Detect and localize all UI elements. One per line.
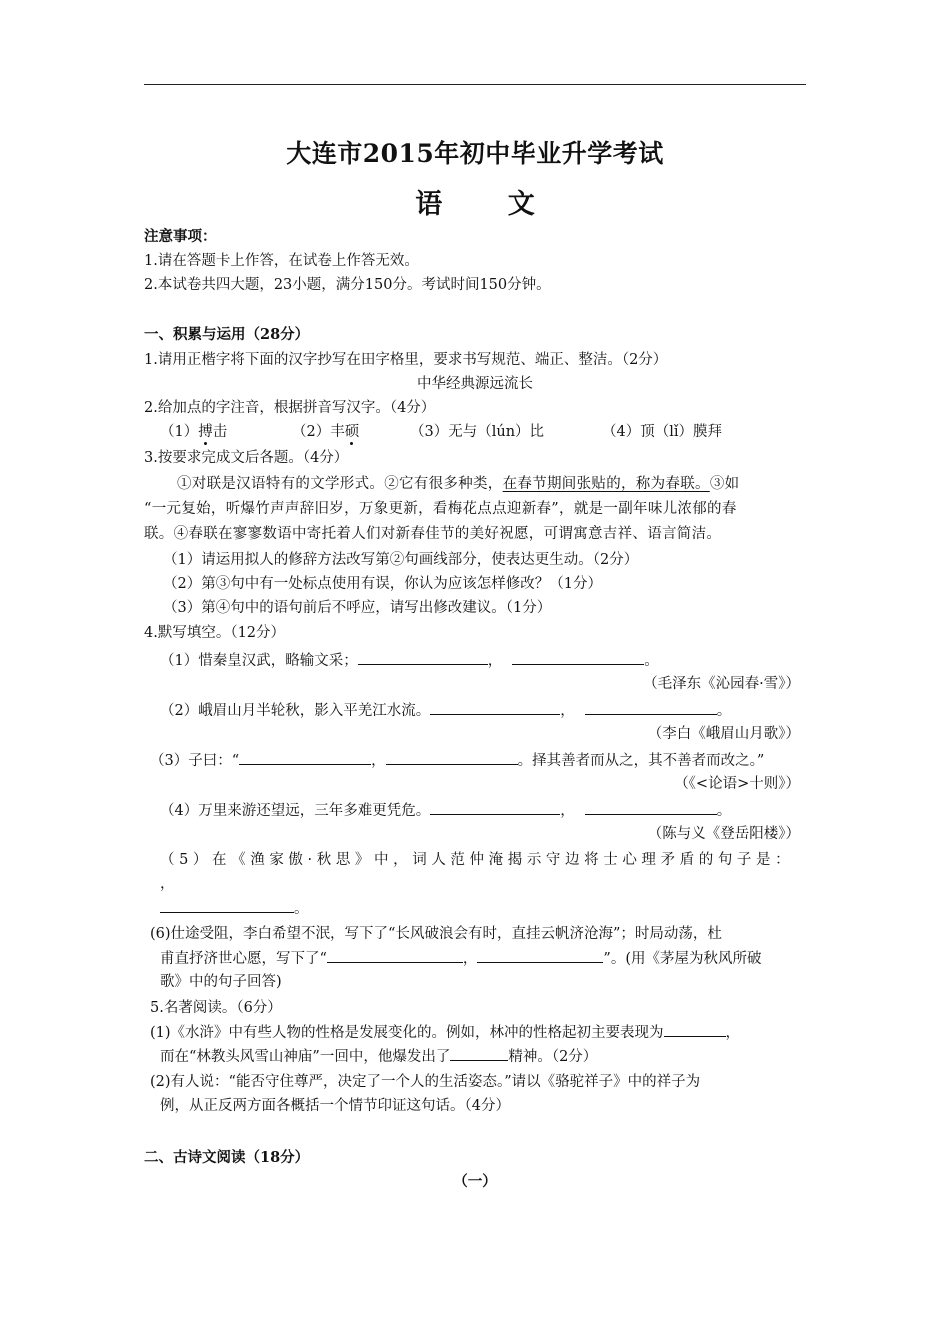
q4-source-3: （《<论语>十则》）: [674, 776, 800, 792]
dotted-char: 硕: [344, 424, 360, 440]
subject-title: 语 文: [415, 189, 563, 220]
underlined-sentence: 在春节期间张贴的，称为春联。: [502, 476, 710, 492]
notice-item-1: 1.请在答题卡上作答，在试卷上作答无效。: [144, 253, 419, 269]
q4-item-6-line-1: (6)仕途受阻，李白希望不泯，写下了“长风破浪会有时，直挂云帆济沧海”；时局动荡，杜: [150, 926, 722, 942]
q2-item-2: （2）丰硕: [292, 424, 360, 440]
answer-blank[interactable]: [358, 650, 488, 665]
q2-text: 2.给加点的字注音，根据拼音写汉字。（4分）: [144, 400, 436, 416]
q2-item-4: （4）顶（lǐ）膜拜: [602, 424, 722, 440]
answer-blank[interactable]: [239, 750, 371, 765]
q5-item-1-line-1: (1)《水浒》中有些人物的性格是发展变化的。例如，林冲的性格起初主要表现为 ，: [150, 1022, 740, 1043]
q4-item-1: （1）惜秦皇汉武，略输文采； ， 。: [160, 650, 659, 671]
q5-text: 5.名著阅读。（6分）: [150, 1000, 282, 1016]
q3-sub-2: （2）第③句中有一处标点使用有误，你认为应该怎样修改？（1分）: [163, 576, 602, 592]
q5-item-2-line-1: (2)有人说：“能否守住尊严，决定了一个人的生活姿态。”请以《骆驼祥子》中的祥子为: [150, 1074, 701, 1090]
q4-source-4: （陈与义《登岳阳楼》）: [647, 826, 800, 842]
q1-phrase: 中华经典源远流长: [417, 376, 533, 392]
section1-heading: 一、积累与运用（28分）: [144, 326, 310, 343]
q5-item-2-line-2: 例，从正反两方面各概括一个情节印证这句话。（4分）: [160, 1098, 510, 1114]
answer-blank[interactable]: [585, 700, 717, 715]
answer-blank[interactable]: [386, 750, 518, 765]
notice-item-2: 2.本试卷共四大题，23小题，满分150分。考试时间150分钟。: [144, 277, 551, 293]
section2-heading: 二、古诗文阅读（18分）: [144, 1149, 310, 1166]
q4-item-5: （5）在《渔家傲·秋思》中，词人范仲淹揭示守边将士心理矛盾的句子是：: [160, 852, 795, 868]
answer-blank[interactable]: [450, 1046, 508, 1061]
q4-item-6-line-2: 甫直抒济世心愿，写下了“ ， ”。(用《茅屋为秋风所破: [160, 948, 762, 969]
q4-item-5-blank-line: 。: [160, 898, 309, 919]
answer-blank[interactable]: [664, 1022, 726, 1037]
section2-part: （一）: [453, 1173, 497, 1190]
q2-item-3: （3）无与（lún）比: [410, 424, 545, 440]
q4-item-4: （4）万里来游还望远，三年多难更凭危。 ， 。: [160, 800, 731, 821]
answer-blank[interactable]: [585, 800, 717, 815]
q4-text: 4.默写填空。（12分）: [144, 625, 286, 641]
q1-text: 1.请用正楷字将下面的汉字抄写在田字格里，要求书写规范、端正、整洁。（2分）: [144, 352, 668, 368]
q3-passage-line-3: 联。④春联在寥寥数语中寄托着人们对新春佳节的美好祝愿，可谓寓意吉祥、语言简洁。: [144, 526, 722, 542]
q4-source-2: （李白《峨眉山月歌》）: [647, 726, 800, 742]
answer-blank[interactable]: [160, 898, 294, 913]
q3-passage-line-1: ①对联是汉语特有的文学形式。②它有很多种类，在春节期间张贴的，称为春联。③如: [177, 476, 740, 492]
q3-text: 3.按要求完成文后各题。（4分）: [144, 450, 349, 466]
q3-passage-line-2: “一元复始，听爆竹声声辞旧岁，万象更新，看梅花点点迎新春”，就是一副年味儿浓郁的春: [144, 501, 737, 517]
q4-item-3: （3）子曰：“ ， 。择其善者而从之，其不善者而改之。”: [150, 750, 764, 771]
q4-item-6-line-3: 歌》中的句子回答): [160, 974, 282, 990]
answer-blank[interactable]: [430, 800, 560, 815]
notice-heading: 注意事项：: [144, 228, 217, 245]
q4-item-5-comma: ，: [160, 876, 175, 892]
answer-blank[interactable]: [327, 948, 463, 963]
dotted-char: 搏: [198, 424, 213, 440]
answer-blank[interactable]: [430, 700, 560, 715]
header-rule: [144, 84, 806, 85]
q2-item-1: （1）搏击: [160, 424, 228, 440]
q3-sub-3: （3）第④句中的语句前后不呼应，请写出修改建议。（1分）: [163, 600, 552, 616]
q4-item-2: （2）峨眉山月半轮秋，影入平羌江水流。 ， 。: [160, 700, 731, 721]
q5-item-1-line-2: 而在“林教头风雪山神庙”一回中，他爆发出了 精神。（2分）: [160, 1046, 597, 1067]
answer-blank[interactable]: [477, 948, 603, 963]
answer-blank[interactable]: [512, 650, 644, 665]
q3-sub-1: （1）请运用拟人的修辞方法改写第②句画线部分，使表达更生动。（2分）: [163, 552, 639, 568]
exam-title: 大连市2015年初中毕业升学考试: [286, 139, 664, 168]
q4-source-1: （毛泽东《沁园春·雪》）: [643, 676, 800, 692]
